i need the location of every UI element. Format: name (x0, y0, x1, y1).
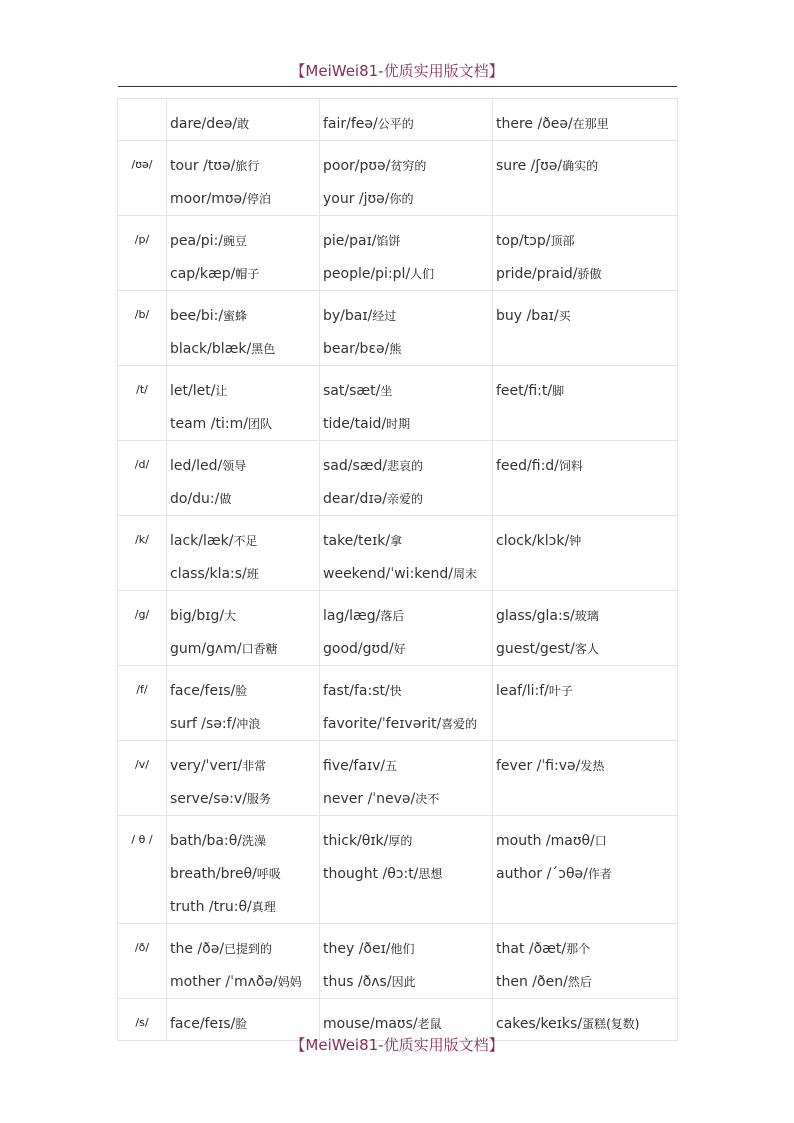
phonetic-symbol: /k/ (118, 516, 167, 591)
word-entry (320, 556, 492, 589)
example-cell (493, 291, 678, 366)
word-entry (167, 181, 319, 214)
word-phonetic: serve/sə:v/ (170, 791, 247, 807)
word-meaning: 然后 (567, 975, 592, 989)
table-row (118, 924, 678, 999)
word-phonetic: led/led/ (170, 458, 223, 474)
word-entry (493, 106, 677, 139)
phonetic-symbol (118, 99, 167, 141)
word-entry (493, 598, 677, 631)
phonetic-symbol: /v/ (118, 741, 167, 816)
word-meaning: 停泊 (246, 192, 271, 206)
word-meaning: 领导 (222, 459, 247, 473)
word-meaning: 旅行 (235, 159, 260, 173)
word-meaning: 脚 (552, 384, 565, 398)
word-meaning: 作者 (587, 867, 612, 881)
word-meaning: 周末 (452, 567, 477, 581)
word-meaning: 帽子 (235, 267, 260, 281)
word-phonetic: they /ðeɪ/ (323, 941, 391, 957)
header-divider (118, 86, 677, 87)
word-meaning: 好 (393, 642, 406, 656)
example-cell (320, 366, 493, 441)
word-meaning: 口 (594, 834, 607, 848)
word-phonetic: cakes/keɪks/ (496, 1016, 583, 1032)
example-cell (167, 741, 320, 816)
example-cell (167, 216, 320, 291)
example-cell (320, 441, 493, 516)
word-meaning: 决不 (415, 792, 440, 806)
word-phonetic: feet/fi:t/ (496, 383, 553, 399)
word-phonetic: glass/gla:s/ (496, 608, 575, 624)
word-meaning: 五 (385, 759, 398, 773)
example-cell (493, 366, 678, 441)
word-meaning: 蛋糕(复数) (582, 1017, 640, 1031)
word-phonetic: lack/læk/ (170, 533, 234, 549)
word-phonetic: team /ti:m/ (170, 416, 248, 432)
word-meaning: 骄傲 (577, 267, 602, 281)
word-meaning: 时期 (386, 417, 411, 431)
example-cell (493, 141, 678, 216)
word-entry (167, 706, 319, 739)
word-entry (320, 181, 492, 214)
example-cell (320, 141, 493, 216)
word-phonetic: gum/gʌm/ (170, 641, 242, 657)
phonetic-symbol: /t/ (118, 366, 167, 441)
word-meaning: 思想 (418, 867, 443, 881)
word-meaning: 确实的 (562, 159, 599, 173)
phonetic-table (117, 98, 678, 1041)
word-entry (493, 823, 677, 856)
word-phonetic: let/let/ (170, 383, 216, 399)
word-entry (493, 448, 677, 481)
page-footer: 【MeiWei81-优质实用版文档】 (290, 1036, 504, 1054)
word-phonetic: favorite/ˈfeɪvərit/ (323, 716, 442, 732)
word-phonetic: your /jʊə/ (323, 191, 390, 207)
word-meaning: 你的 (389, 192, 414, 206)
word-entry (167, 373, 319, 406)
word-phonetic: by/baɪ/ (323, 308, 373, 324)
word-phonetic: there /ðeə/ (496, 116, 573, 132)
word-meaning: 公平的 (377, 117, 414, 131)
example-cell (493, 516, 678, 591)
phonetic-symbol: / θ / (118, 816, 167, 924)
word-phonetic: breath/breθ/ (170, 866, 257, 882)
word-phonetic: guest/gest/ (496, 641, 575, 657)
word-phonetic: tour /tʊə/ (170, 158, 236, 174)
word-phonetic: five/faɪv/ (323, 758, 386, 774)
word-meaning: 班 (246, 567, 259, 581)
example-cell (167, 291, 320, 366)
word-entry (320, 481, 492, 514)
word-phonetic: face/feɪs/ (170, 683, 236, 699)
word-meaning: 豌豆 (223, 234, 248, 248)
word-entry (167, 889, 319, 922)
word-entry (167, 748, 319, 781)
example-cell (167, 366, 320, 441)
word-phonetic: leaf/li:f/ (496, 683, 549, 699)
example-cell (167, 816, 320, 924)
word-phonetic: tide/taid/ (323, 416, 387, 432)
word-entry (320, 523, 492, 556)
table-row (118, 141, 678, 216)
word-entry (167, 823, 319, 856)
word-phonetic: thought /θɔ:t/ (323, 866, 419, 882)
word-phonetic: big/bɪg/ (170, 608, 225, 624)
word-entry (493, 148, 677, 181)
example-cell (167, 441, 320, 516)
word-entry (167, 256, 319, 289)
word-entry (320, 748, 492, 781)
word-phonetic: surf /sə:f/ (170, 716, 237, 732)
word-phonetic: class/kla:s/ (170, 566, 247, 582)
word-entry (320, 931, 492, 964)
word-entry (493, 256, 677, 289)
word-entry (493, 931, 677, 964)
word-phonetic: cap/kæp/ (170, 266, 236, 282)
example-cell (167, 516, 320, 591)
word-meaning: 不足 (233, 534, 258, 548)
example-cell (167, 99, 320, 141)
word-meaning: 拿 (390, 534, 403, 548)
word-entry (493, 748, 677, 781)
word-phonetic: fast/fa:st/ (323, 683, 390, 699)
word-entry (167, 448, 319, 481)
word-phonetic: author /ˊɔθə/ (496, 866, 588, 882)
word-entry (167, 106, 319, 139)
word-meaning: 客人 (574, 642, 599, 656)
example-cell (493, 924, 678, 999)
word-entry (167, 223, 319, 256)
word-meaning: 叶子 (548, 684, 573, 698)
word-meaning: 他们 (390, 942, 415, 956)
word-phonetic: bear/bɛə/ (323, 341, 390, 357)
example-cell (320, 741, 493, 816)
phonetic-symbol: /p/ (118, 216, 167, 291)
word-entry (167, 556, 319, 589)
word-phonetic: then /ðen/ (496, 974, 568, 990)
example-cell (493, 666, 678, 741)
word-meaning: 悲哀的 (387, 459, 424, 473)
word-phonetic: dare/deə/ (170, 116, 238, 132)
word-meaning: 服务 (246, 792, 271, 806)
word-meaning: 买 (558, 309, 571, 323)
example-cell (493, 216, 678, 291)
word-phonetic: bath/ba:θ/ (170, 833, 243, 849)
word-phonetic: face/feɪs/ (170, 1016, 236, 1032)
word-entry (167, 331, 319, 364)
word-entry (167, 148, 319, 181)
word-entry (320, 148, 492, 181)
word-meaning: 蜜蜂 (223, 309, 248, 323)
word-entry (167, 481, 319, 514)
word-entry (167, 523, 319, 556)
word-phonetic: buy /baɪ/ (496, 308, 559, 324)
phonetic-symbol: /ð/ (118, 924, 167, 999)
word-phonetic: people/pi:pl/ (323, 266, 411, 282)
table-row (118, 591, 678, 666)
word-phonetic: weekend/ˈwi:kend/ (323, 566, 453, 582)
phonetic-symbol: /d/ (118, 441, 167, 516)
word-phonetic: sad/sæd/ (323, 458, 388, 474)
word-entry (320, 964, 492, 997)
word-meaning: 坐 (380, 384, 393, 398)
example-cell (320, 924, 493, 999)
word-phonetic: pride/praid/ (496, 266, 578, 282)
word-entry (320, 823, 492, 856)
word-phonetic: never /ˈnevə/ (323, 791, 416, 807)
word-entry (320, 298, 492, 331)
word-meaning: 口香糖 (241, 642, 278, 656)
word-phonetic: good/gʊd/ (323, 641, 394, 657)
word-phonetic: thick/θɪk/ (323, 833, 389, 849)
word-entry (167, 856, 319, 889)
word-phonetic: poor/pʊə/ (323, 158, 391, 174)
word-meaning: 敢 (237, 117, 250, 131)
word-meaning: 亲爱的 (386, 492, 423, 506)
phonetic-symbol: /ʊə/ (118, 141, 167, 216)
word-phonetic: mouse/maʊs/ (323, 1016, 418, 1032)
word-entry (167, 298, 319, 331)
word-phonetic: do/du:/ (170, 491, 220, 507)
word-phonetic: pea/pi:/ (170, 233, 224, 249)
word-entry (320, 256, 492, 289)
word-meaning: 已提到的 (224, 942, 273, 956)
word-entry (167, 406, 319, 439)
word-meaning: 因此 (391, 975, 416, 989)
word-meaning: 贫穷的 (390, 159, 427, 173)
word-phonetic: clock/klɔk/ (496, 533, 570, 549)
example-cell (320, 516, 493, 591)
word-phonetic: sat/sæt/ (323, 383, 381, 399)
word-phonetic: fair/feə/ (323, 116, 378, 132)
word-meaning: 真理 (251, 900, 276, 914)
table-row (118, 816, 678, 924)
phonetic-symbol: /b/ (118, 291, 167, 366)
word-meaning: 落后 (380, 609, 405, 623)
word-entry (320, 631, 492, 664)
word-meaning: 发热 (580, 759, 605, 773)
word-phonetic: fever /ˈfi:və/ (496, 758, 581, 774)
word-entry (167, 931, 319, 964)
example-cell (320, 99, 493, 141)
word-entry (167, 673, 319, 706)
word-meaning: 玻璃 (574, 609, 599, 623)
word-entry (320, 223, 492, 256)
word-entry (320, 106, 492, 139)
word-meaning: 馅饼 (376, 234, 401, 248)
word-meaning: 喜爱的 (441, 717, 478, 731)
word-phonetic: pie/paɪ/ (323, 233, 377, 249)
word-phonetic: feed/fi:d/ (496, 458, 559, 474)
word-entry (320, 373, 492, 406)
word-entry (167, 964, 319, 997)
example-cell (493, 816, 678, 924)
word-meaning: 做 (219, 492, 232, 506)
word-entry (493, 373, 677, 406)
word-meaning: 那个 (566, 942, 591, 956)
word-meaning: 顶部 (550, 234, 575, 248)
table-row (118, 99, 678, 141)
word-meaning: 脸 (235, 1017, 248, 1031)
table-row (118, 366, 678, 441)
word-phonetic: lag/læg/ (323, 608, 381, 624)
word-phonetic: top/tɔp/ (496, 233, 551, 249)
word-phonetic: black/blæk/ (170, 341, 252, 357)
word-meaning: 熊 (389, 342, 402, 356)
word-meaning: 人们 (410, 267, 435, 281)
word-phonetic: thus /ðʌs/ (323, 974, 392, 990)
word-entry (493, 298, 677, 331)
word-entry (320, 331, 492, 364)
example-cell (320, 666, 493, 741)
page-header: 【MeiWei81-优质实用版文档】 (290, 62, 504, 80)
word-entry (493, 523, 677, 556)
example-cell (167, 591, 320, 666)
word-entry (320, 781, 492, 814)
example-cell (320, 591, 493, 666)
example-cell (493, 741, 678, 816)
word-phonetic: mouth /maʊθ/ (496, 833, 595, 849)
example-cell (167, 141, 320, 216)
word-entry (493, 223, 677, 256)
word-phonetic: very/ˈverɪ/ (170, 758, 243, 774)
word-phonetic: truth /tru:θ/ (170, 899, 252, 915)
word-entry (167, 631, 319, 664)
word-entry (320, 856, 492, 889)
word-entry (493, 631, 677, 664)
word-entry (493, 964, 677, 997)
table-row (118, 516, 678, 591)
table-row (118, 216, 678, 291)
word-entry (167, 781, 319, 814)
phonetic-symbol: /f/ (118, 666, 167, 741)
word-meaning: 非常 (242, 759, 267, 773)
word-meaning: 大 (224, 609, 237, 623)
example-cell (493, 441, 678, 516)
example-cell (320, 291, 493, 366)
word-phonetic: dear/dɪə/ (323, 491, 387, 507)
word-entry (167, 598, 319, 631)
word-meaning: 洗澡 (242, 834, 267, 848)
word-meaning: 老鼠 (417, 1017, 442, 1031)
word-entry (320, 448, 492, 481)
word-phonetic: moor/mʊə/ (170, 191, 247, 207)
word-meaning: 经过 (372, 309, 397, 323)
table-row (118, 441, 678, 516)
word-entry (493, 673, 677, 706)
example-cell (493, 591, 678, 666)
example-cell (167, 666, 320, 741)
word-phonetic: bee/bi:/ (170, 308, 224, 324)
word-phonetic: sure /ʃʊə/ (496, 158, 563, 174)
word-phonetic: that /ðæt/ (496, 941, 567, 957)
word-meaning: 黑色 (251, 342, 276, 356)
word-meaning: 让 (215, 384, 228, 398)
table-row (118, 666, 678, 741)
word-meaning: 饲料 (558, 459, 583, 473)
word-entry (320, 673, 492, 706)
example-cell (493, 99, 678, 141)
example-cell (320, 216, 493, 291)
word-meaning: 妈妈 (277, 975, 302, 989)
word-meaning: 快 (389, 684, 402, 698)
table-row (118, 741, 678, 816)
word-meaning: 钟 (569, 534, 582, 548)
word-meaning: 厚的 (388, 834, 413, 848)
phonetic-symbol: /g/ (118, 591, 167, 666)
word-entry (493, 856, 677, 889)
word-meaning: 呼吸 (256, 867, 281, 881)
word-phonetic: take/teɪk/ (323, 533, 391, 549)
example-cell (167, 924, 320, 999)
table-row (118, 291, 678, 366)
word-meaning: 在那里 (572, 117, 609, 131)
word-phonetic: mother /ˈmʌðə/ (170, 974, 278, 990)
word-entry (320, 706, 492, 739)
word-phonetic: the /ðə/ (170, 941, 225, 957)
word-entry (320, 598, 492, 631)
phonetic-symbol: /s/ (118, 999, 167, 1041)
word-meaning: 冲浪 (236, 717, 261, 731)
word-meaning: 脸 (235, 684, 248, 698)
word-meaning: 团队 (247, 417, 272, 431)
word-entry (320, 406, 492, 439)
example-cell (320, 816, 493, 924)
